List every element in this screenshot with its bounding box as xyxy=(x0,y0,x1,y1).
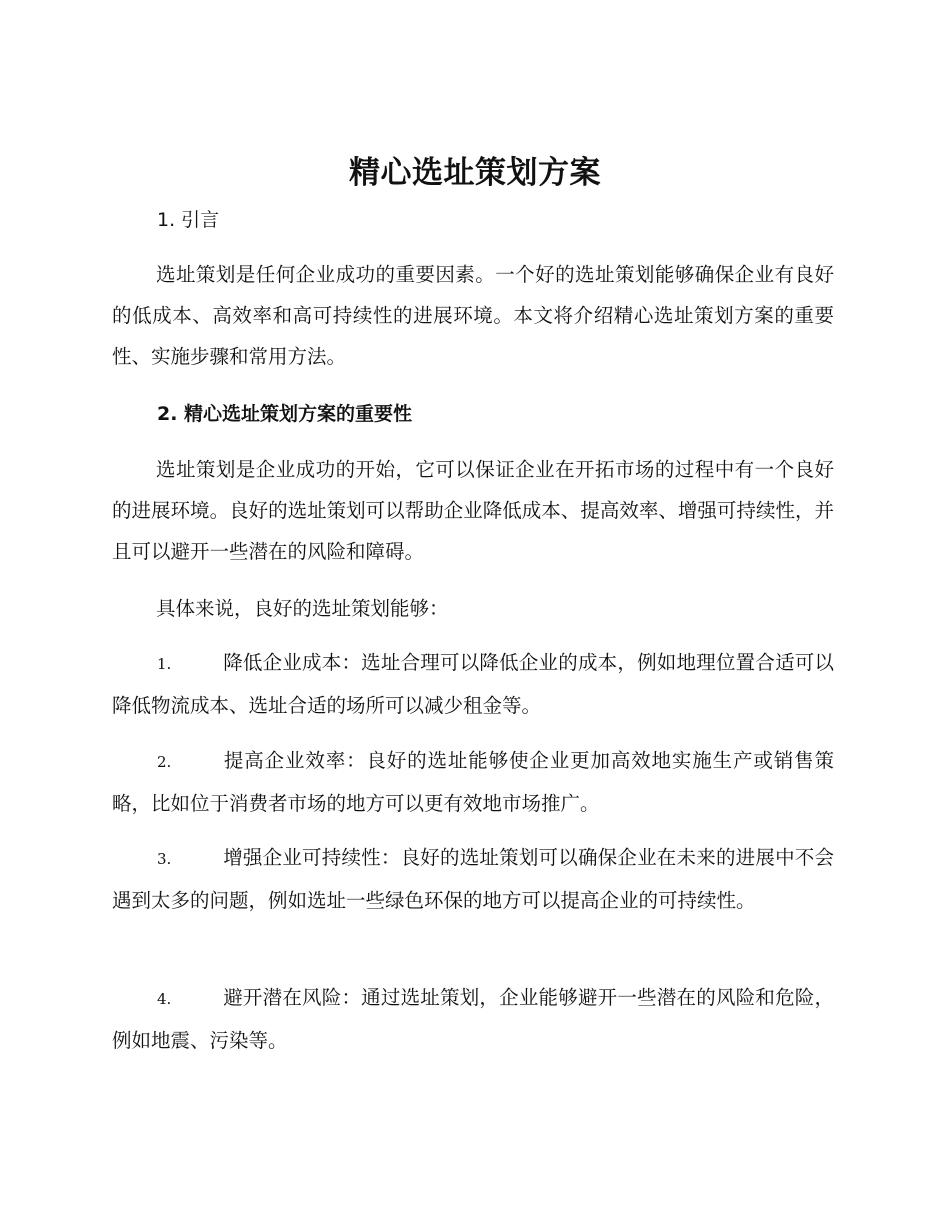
list-intro-paragraph: 具体来说，良好的选址策划能够： xyxy=(156,597,449,620)
list-item-number: 4. xyxy=(157,990,172,1008)
importance-paragraph: 选址策划是企业成功的开始，它可以保证企业在开拓市场的过程中有一个良好的进展环境。良好的选址策划可以帮助企业降低成本、提高效率、增强可持续性，并且可以避开一些潜在的风险和障碍。 xyxy=(112,458,834,563)
list-item-text: 降低企业成本：选址合理可以降低企业的成本，例如地理位置合适可以降低物流成本、选址合适的场所可以减少租金等。 xyxy=(112,651,834,717)
list-item xyxy=(112,837,834,921)
list-item xyxy=(112,977,834,1061)
list-item xyxy=(112,740,834,824)
list-item xyxy=(112,642,834,726)
list-item-number: 3. xyxy=(157,850,172,868)
list-item-text: 增强企业可持续性：良好的选址策划可以确保企业在未来的进展中不会遇到太多的问题，例如选址一些绿色环保的地方可以提高企业的可持续性。 xyxy=(112,846,834,912)
introduction-paragraph: 选址策划是任何企业成功的重要因素。一个好的选址策划能够确保企业有良好的低成本、高效率和高可持续性的进展环境。本文将介绍精心选址策划方案的重要性、实施步骤和常用方法。 xyxy=(112,263,834,368)
list-item-number: 1. xyxy=(157,655,172,673)
section-heading-introduction: 1. 引言 xyxy=(157,209,220,231)
section-heading-importance: 2. 精心选址策划方案的重要性 xyxy=(157,403,413,425)
list-item-text: 避开潜在风险：通过选址策划，企业能够避开一些潜在的风险和危险，例如地震、污染等。 xyxy=(112,986,834,1052)
document-title: 精心选址策划方案 xyxy=(349,155,601,191)
list-item-number: 2. xyxy=(157,753,172,771)
list-item-text: 提高企业效率：良好的选址能够使企业更加高效地实施生产或销售策略，比如位于消费者市场的地方可以更有效地市场推广。 xyxy=(112,749,834,815)
